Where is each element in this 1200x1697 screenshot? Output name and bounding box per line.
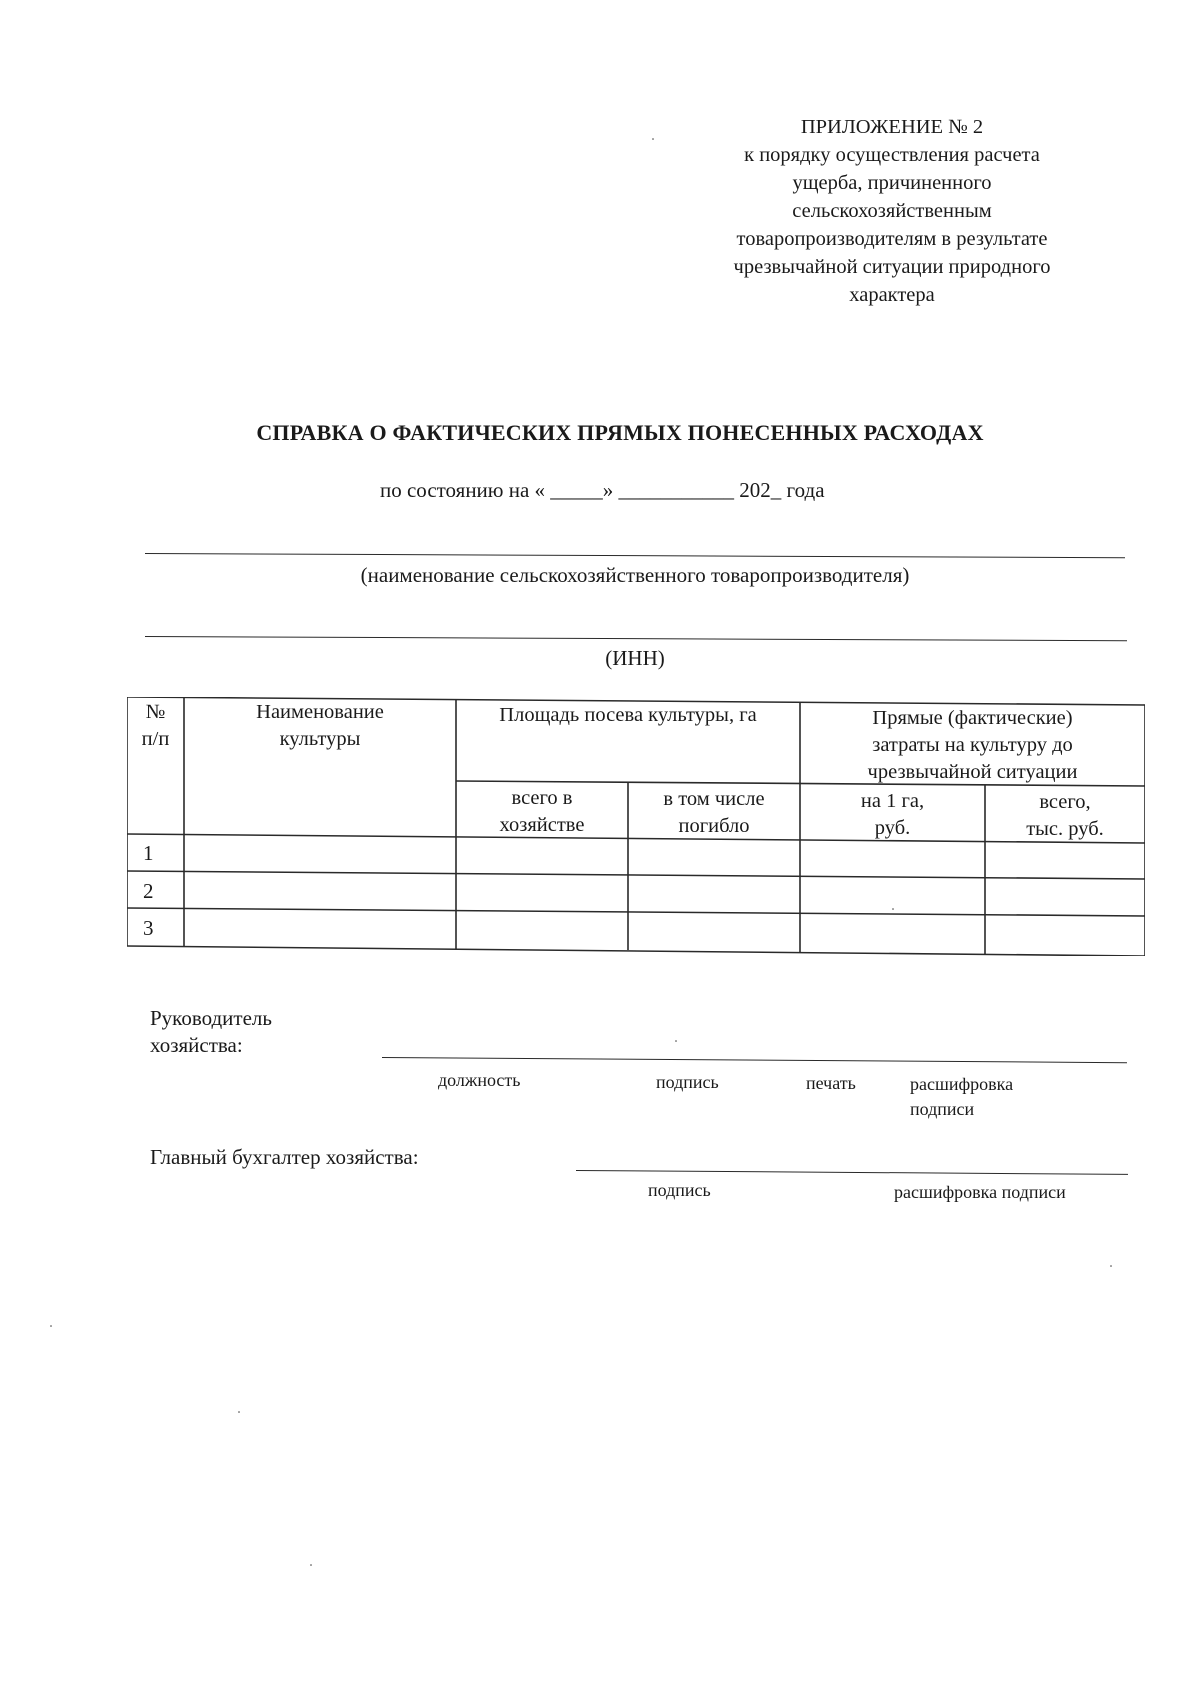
appendix-line: характера — [849, 284, 935, 306]
head-signature-caption: подпись — [656, 1072, 719, 1092]
header-costs-total-line: тыс. руб. — [1026, 818, 1104, 840]
header-crop-name — [184, 699, 456, 753]
head-decoding-line: расшифровка — [910, 1074, 1014, 1094]
appendix-line: товаропроизводителям в результате — [736, 228, 1048, 250]
accountant-decoding-caption: расшифровка подписи — [894, 1182, 1066, 1202]
scan-speck — [310, 1564, 312, 1566]
accountant-label: Главный бухгалтер хозяйства: — [150, 1145, 419, 1169]
header-costs-total — [985, 789, 1145, 843]
header-number-line: п/п — [141, 728, 170, 750]
accountant-signature-caption: подпись — [648, 1180, 711, 1200]
header-costs-total-line: всего, — [1039, 791, 1091, 813]
header-costs-per-ha-line: на 1 га, — [860, 790, 925, 812]
appendix-line: сельскохозяйственным — [792, 200, 992, 222]
head-label — [150, 1005, 272, 1059]
header-number-line: № — [145, 701, 166, 723]
header-crop-line: культуры — [279, 728, 361, 750]
header-sown-area-line: Площадь посева культуры, га — [499, 704, 757, 726]
date-line: по состоянию на « _____» ___________ 202_ года — [380, 478, 825, 502]
header-costs-line: затраты на культуру до — [872, 734, 1073, 756]
header-direct-costs — [800, 705, 1145, 786]
header-costs-line: чрезвычайной ситуации — [867, 761, 1078, 783]
head-signature-line[interactable] — [382, 1057, 1127, 1063]
producer-caption: (наименование сельскохозяйственного товаропроизводителя) — [360, 563, 910, 587]
header-area-lost — [628, 786, 800, 840]
header-area-total-line: всего в — [511, 787, 573, 809]
header-area-total-line: хозяйстве — [499, 814, 585, 836]
head-position-caption: должность — [438, 1070, 521, 1090]
appendix-line: ущерба, причиненного — [792, 172, 992, 194]
accountant-signature-line[interactable] — [576, 1170, 1128, 1175]
appendix-line: к порядку осуществления расчета — [744, 144, 1040, 166]
costs-table — [127, 697, 1145, 956]
scan-speck — [892, 908, 894, 910]
header-costs-per-ha — [800, 788, 985, 842]
header-area-lost-line: в том числе — [663, 788, 765, 810]
header-sown-area — [456, 702, 800, 729]
table-row-number: 2 — [143, 879, 154, 903]
scan-speck — [652, 138, 654, 140]
header-costs-line: Прямые (фактические) — [872, 707, 1073, 729]
scan-speck — [1110, 1265, 1112, 1267]
inn-caption: (ИНН) — [605, 646, 665, 670]
inn-field[interactable] — [145, 636, 1127, 641]
header-crop-line: Наименование — [256, 701, 384, 723]
table-row-number: 1 — [143, 841, 154, 865]
header-area-total — [456, 785, 628, 839]
scan-speck — [238, 1411, 240, 1413]
header-area-lost-line: погибло — [678, 815, 750, 837]
head-decoding-caption — [910, 1072, 1013, 1122]
header-costs-per-ha-line: руб. — [874, 817, 911, 839]
head-label-line: Руководитель — [150, 1006, 272, 1030]
appendix-line: чрезвычайной ситуации природного — [733, 256, 1051, 278]
document-title: СПРАВКА О ФАКТИЧЕСКИХ ПРЯМЫХ ПОНЕСЕННЫХ РАСХОДАХ — [256, 420, 984, 445]
scan-speck — [50, 1325, 52, 1327]
producer-name-field[interactable] — [145, 553, 1125, 558]
appendix-line: ПРИЛОЖЕНИЕ № 2 — [800, 116, 984, 138]
table-row-number: 3 — [143, 916, 154, 940]
appendix-heading — [712, 113, 1072, 309]
header-number — [127, 699, 184, 753]
head-decoding-line: подписи — [910, 1099, 975, 1119]
scan-speck — [675, 1040, 677, 1042]
head-label-line: хозяйства: — [150, 1033, 243, 1057]
head-stamp-caption: печать — [806, 1073, 856, 1093]
